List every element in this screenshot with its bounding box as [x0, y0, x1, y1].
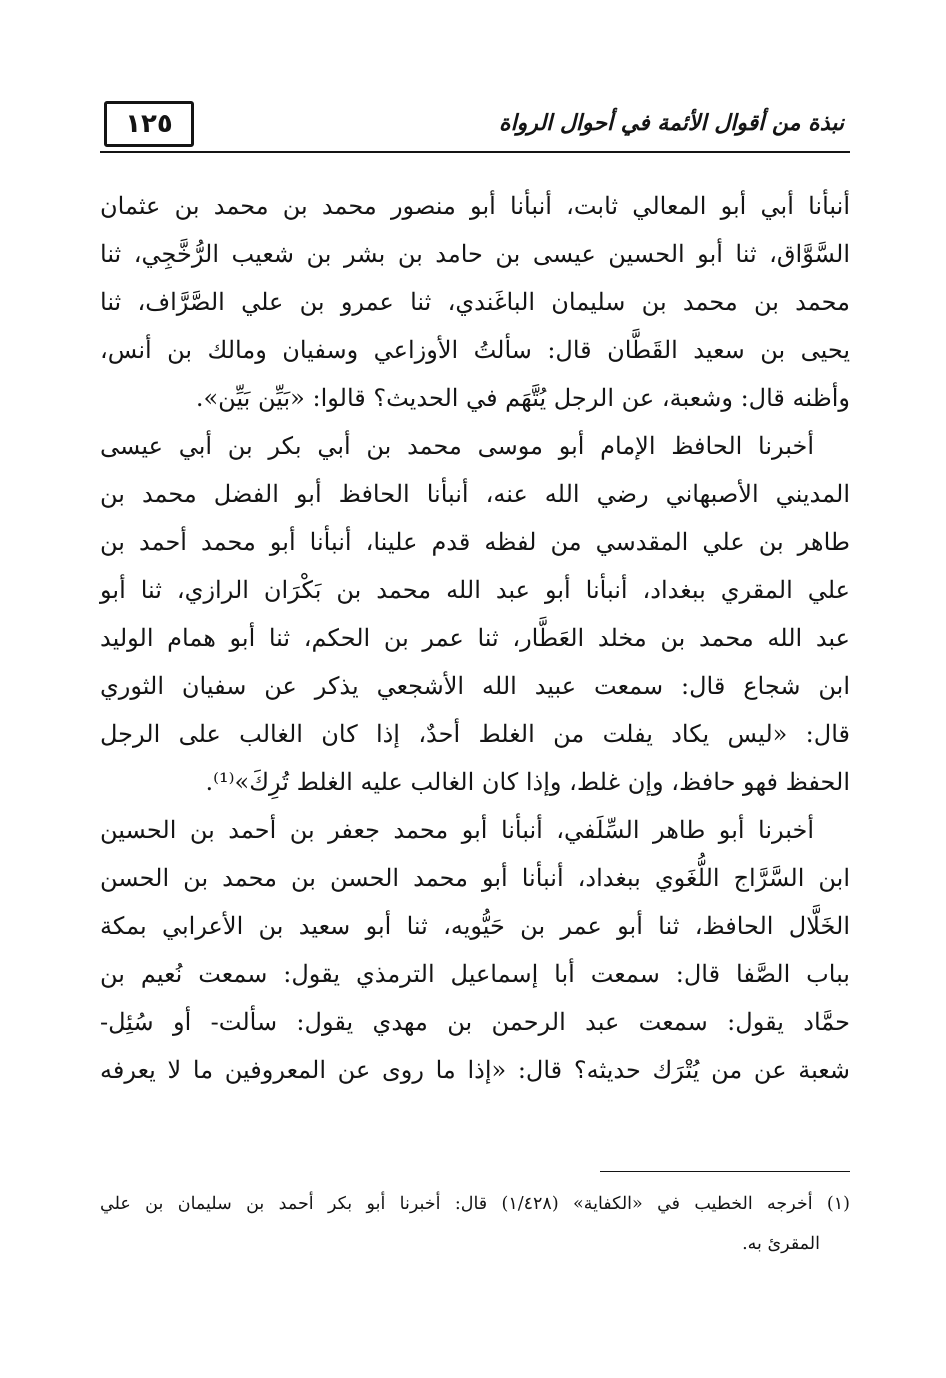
footnote-line: المقرئ به. — [742, 1234, 820, 1254]
text-line: الخَلَّال الحافظ، ثنا أبو عمر بن حَيُّويه، ثنا أبو سعيد بن الأعرابي بمكة — [100, 912, 850, 940]
body-text — [100, 182, 850, 1094]
text-line: ابن شجاع قال: سمعت عبيد الله الأشجعي يذكر عن سفيان الثوري — [100, 672, 850, 700]
text-line: المديني الأصبهاني رضي الله عنه، أنبأنا الحافظ أبو الفضل محمد بن — [100, 480, 851, 508]
page-header — [100, 93, 850, 153]
text-line: شعبة عن من يُتْرَك حديثه؟ قال: «إذا ما روى عن المعروفين ما لا يعرفه — [100, 1056, 850, 1084]
text-line: يحيى بن سعيد القَطَّان قال: سألتُ الأوزاعي وسفيان ومالك بن أنس، — [100, 336, 850, 364]
text-line: السَّوَّاق، ثنا أبو الحسين عيسى بن حامد بن بشر بن شعيب الرُّخَّجِي، ثنا — [100, 240, 850, 268]
footnotes — [100, 1184, 850, 1264]
text-line: أنبأنا أبي أبو المعالي ثابت، أنبأنا أبو منصور محمد بن محمد بن عثمان — [100, 192, 850, 220]
text-line: أخبرنا أبو طاهر السِّلَفي، أنبأنا أبو محمد جعفر بن أحمد بن الحسين — [100, 816, 814, 844]
text-line: علي المقري ببغداد، أنبأنا أبو عبد الله محمد بن بَكْرَان الرازي، ثنا أبو — [100, 576, 850, 604]
header-rule — [100, 151, 850, 153]
running-title: نبذة من أقوال الأئمة في أحوال الرواة — [499, 111, 844, 136]
text-line: حمَّاد يقول: سمعت عبد الرحمن بن مهدي يقول: سألت- أو سُئِل- — [100, 1008, 851, 1036]
text-line: عبد الله محمد بن مخلد العَطَّار، ثنا عمر بن الحكم، ثنا أبو همام الوليد — [100, 624, 850, 652]
text-line: الحفظ فهو حافظ، وإن غلط، وإذا كان الغالب عليه الغلط تُرِكَ»⁽¹⁾. — [205, 768, 850, 796]
footnote-separator — [600, 1171, 850, 1172]
footnote-line: (١) أخرجه الخطيب في «الكفاية» (١/٤٢٨) قال: أخبرنا أبو بكر أحمد بن سليمان بن علي — [100, 1194, 850, 1214]
text-line: قال: «ليس يكاد يفلت من الغلط أحدٌ، إذا كان الغالب على الرجل — [100, 720, 850, 748]
text-line: محمد بن محمد بن سليمان الباغَندي، ثنا عمرو بن علي الصَّرَّاف، ثنا — [100, 288, 850, 316]
text-line: بباب الصَّفا قال: سمعت أبا إسماعيل الترمذي يقول: سمعت نُعيم بن — [100, 960, 850, 988]
page-number: ١٢٥ — [104, 101, 194, 147]
text-line: طاهر بن علي المقدسي من لفظه قدم علينا، أنبأنا أبو محمد أحمد بن — [100, 528, 850, 556]
text-line: وأظنه قال: وشعبة، عن الرجل يُتَّهَم في الحديث؟ قالوا: «بَيِّن بَيِّن». — [195, 384, 850, 412]
text-line: أخبرنا الحافظ الإمام أبو موسى محمد بن أبي بكر بن أبي عيسى — [100, 432, 814, 460]
text-line: ابن السَّرَّاج اللُّغَوي ببغداد، أنبأنا أبو محمد الحسن بن محمد بن الحسن — [100, 864, 850, 892]
